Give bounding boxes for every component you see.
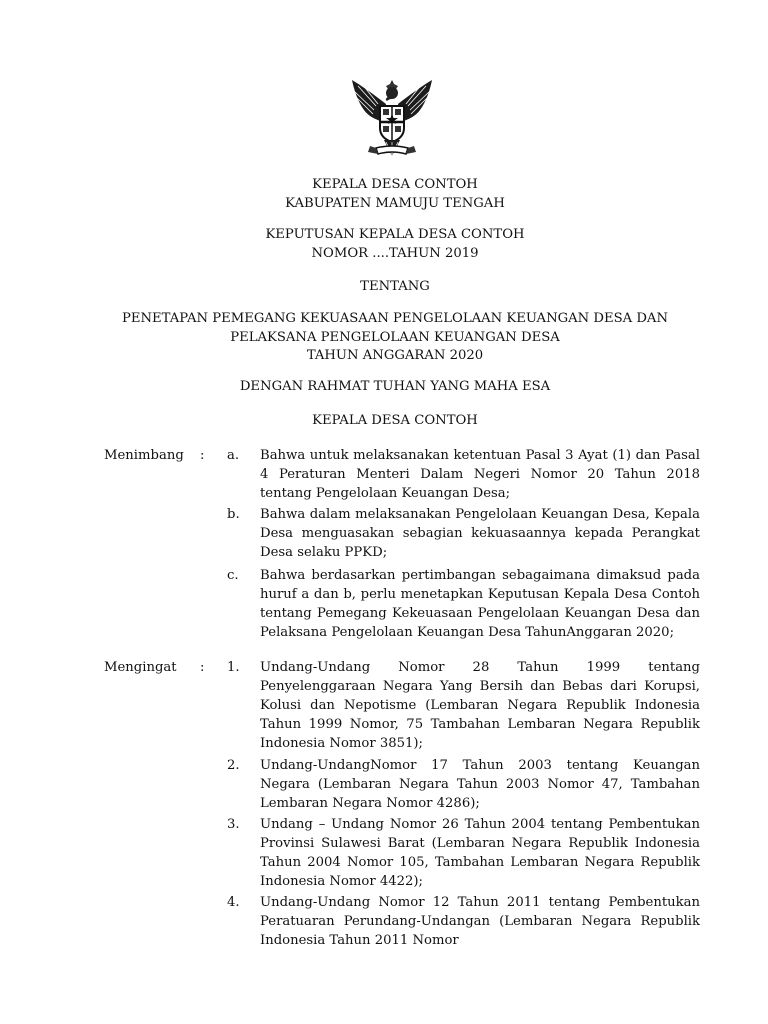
mengingat-item-1-number: 1. xyxy=(227,660,240,675)
mengingat-item-4-number: 4. xyxy=(227,895,240,910)
mengingat-item-4-text: Undang-Undang Nomor 12 Tahun 2011 tentang Pembentukan Peratuaran Perundang-Undangan (Lembaran Negara Republik Indonesia Tahun 2011 Nomor xyxy=(260,895,700,948)
menimbang-item-c-number: c. xyxy=(227,568,239,583)
mengingat-item-2-number: 2. xyxy=(227,758,240,773)
decision-heading xyxy=(80,226,710,263)
decision-title: KEPUTUSAN KEPALA DESA CONTOH xyxy=(265,227,525,242)
menimbang-item-a-number: a. xyxy=(227,448,240,463)
menimbang-label: Menimbang xyxy=(104,448,184,463)
garuda-emblem-icon xyxy=(346,76,438,168)
menimbang-item-b-number: b. xyxy=(227,507,240,522)
official-title: KEPALA DESA CONTOH xyxy=(312,413,478,428)
about-heading: TENTANG xyxy=(360,279,430,294)
mengingat-colon: : xyxy=(200,660,205,675)
issuer-line-2: KABUPATEN MAMUJU TENGAH xyxy=(285,195,505,211)
mengingat-item-1-text: Undang-Undang Nomor 28 Tahun 1999 tentang Penyelenggaraan Negara Yang Bersih dan Bebas dari Korupsi, Kolusi dan Nepotisme (Lembaran Negara Republik Indonesia Tahun 1999 Nomor, 75 Tambahan Lembaran Negara Republik Indonesia Nomor 3851); xyxy=(260,660,700,751)
subject-line-1: PENETAPAN PEMEGANG KEKUASAAN PENGELOLAAN KEUANGAN DESA DAN xyxy=(122,311,668,326)
issuer-line-1: KEPALA DESA CONTOH xyxy=(312,177,478,192)
mengingat-item-2-text: Undang-UndangNomor 17 Tahun 2003 tentang Keuangan Negara (Lembaran Negara Tahun 2003 Nomor 47, Tambahan Lembaran Negara Nomor 4286); xyxy=(260,758,700,811)
subject-heading xyxy=(80,310,710,366)
blessing-line: DENGAN RAHMAT TUHAN YANG MAHA ESA xyxy=(239,379,551,394)
mengingat-label: Mengingat xyxy=(104,660,177,675)
subject-line-3: TAHUN ANGGARAN 2020 xyxy=(306,348,484,363)
menimbang-colon: : xyxy=(200,448,205,463)
subject-line-2: PELAKSANA PENGELOLAAN KEUANGAN DESA xyxy=(230,329,560,345)
issuer-heading xyxy=(80,176,710,213)
menimbang-item-b-text: Bahwa dalam melaksanakan Pengelolaan Keuangan Desa, Kepala Desa menguasakan sebagian kekuasaannya kepada Perangkat Desa selaku PPKD; xyxy=(260,507,700,560)
mengingat-item-3-text: Undang – Undang Nomor 26 Tahun 2004 tentang Pembentukan Provinsi Sulawesi Barat (Lembaran Negara Republik Indonesia Tahun 2004 Nomor 105, Tambahan Lembaran Negara Republik Indonesia Nomor 4422); xyxy=(260,817,700,889)
menimbang-item-c-text: Bahwa berdasarkan pertimbangan sebagaimana dimaksud pada huruf a dan b, perlu menetapkan Keputusan Kepala Desa Contoh tentang Pemegang Kekeuasaan Pengelolaan Keuangan Desa dan Pelaksana Pengelolaan Keuangan Desa TahunAnggaran 2020; xyxy=(260,568,700,640)
menimbang-item-a-text: Bahwa untuk melaksanakan ketentuan Pasal 3 Ayat (1) dan Pasal 4 Peraturan Menteri Dalam Negeri Nomor 20 Tahun 2018 tentang Pengelolaan Keuangan Desa; xyxy=(260,448,700,501)
mengingat-item-3-number: 3. xyxy=(227,817,240,832)
decision-number: NOMOR ....TAHUN 2019 xyxy=(311,245,479,261)
